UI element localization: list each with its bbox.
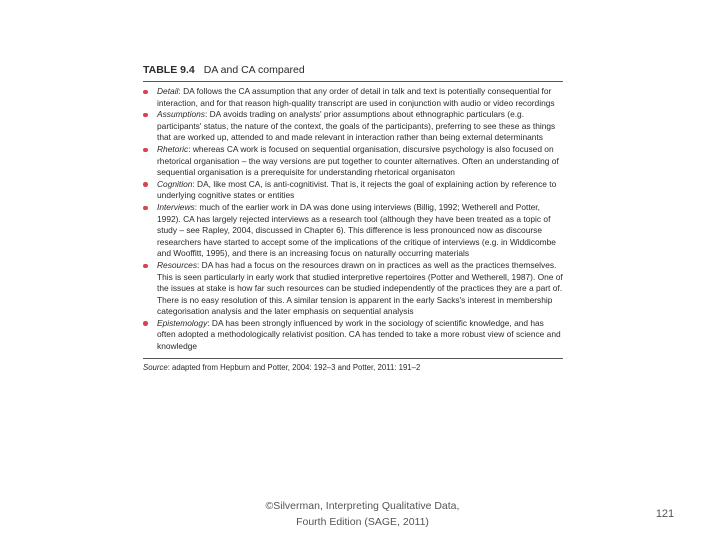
table-9-4 <box>143 64 563 373</box>
footer-line-1: ©Silverman, Interpreting Qualitative Data, <box>265 500 460 512</box>
page-number: 121 <box>655 508 675 520</box>
bullet-icon <box>143 321 148 326</box>
list-item-rhetoric: Rhetoric: whereas CA work is focused on sequential organisation, discursive psychology is also focused on rhetorical organisation – the way versions are put together to counter alternatives. Often an understanding of sequential organisation is a prerequisite for understanding rhetorical organisaton <box>143 144 563 179</box>
slide-footer <box>250 498 475 530</box>
bullet-icon <box>143 206 148 211</box>
list-item-resources: Resources: DA has had a focus on the resources drawn on in practices as well as the practices themselves. This is seen particularly in early work that studied interpretive repertoires (Potter and Wetherell, 1987). One of the issues at stake is how far such resources can be studied independently of the practices they are a part of. There is no easy resolution of this. A similar tension is apparent in the early Sacks's interest in membership categorisation analysis and the later emphasis on sequential analysis <box>143 260 563 318</box>
table-number: TABLE 9.4 <box>143 64 195 76</box>
top-rule <box>143 81 563 82</box>
comparison-list <box>143 86 563 353</box>
list-item-assumptions: Assumptions: DA avoids trading on analysts' prior assumptions about ethnographic particulars (e.g. participants' status, the nature of the context, the goals of the participants), preferring to see these as things that are worked up, attended to and made relevant in interaction rather than being external determinants <box>143 109 563 144</box>
list-item-interviews: Interviews: much of the earlier work in DA was done using interviews (Billig, 1992; Wetherell and Potter, 1992). CA has largely rejected interviews as a research tool (although they have been treated as a topic of study – see Rapley, 2004, discussed in Chapter 6). This difference is less pronounced now as discourse researchers have started to accept some of the implications of the critique of interviews (e.g. in Widdicombe and Wooffitt, 1995), and there is an increasing focus on naturally occurring materials <box>143 202 563 260</box>
bullet-icon <box>143 148 148 153</box>
table-title <box>143 64 563 76</box>
list-item-detail: Detail: DA follows the CA assumption that any order of detail in talk and text is potentially consequential for interaction, and for that reason high-quality transcript are used in conjunction with audio or video recordings <box>143 86 563 109</box>
list-item-cognition: Cognition: DA, like most CA, is anti-cognitivist. That is, it rejects the goal of explaining action by reference to underlying cognitive states or entities <box>143 179 563 202</box>
bottom-rule <box>143 358 563 359</box>
footer-line-2: Fourth Edition (SAGE, 2011) <box>296 516 429 528</box>
bullet-icon <box>143 182 148 187</box>
list-item-epistemology: Epistemology: DA has been strongly influenced by work in the sociology of scientific knowledge, and has often adopted a methodologically relativist position. CA has tended to take a more robust view of science and knowledge <box>143 318 563 353</box>
table-source: Source: adapted from Hepburn and Potter, 2004: 192–3 and Potter, 2011: 191–2 <box>143 362 421 372</box>
bullet-icon <box>143 264 148 269</box>
bullet-icon <box>143 90 148 95</box>
bullet-icon <box>143 113 148 118</box>
table-name: DA and CA compared <box>203 64 305 76</box>
